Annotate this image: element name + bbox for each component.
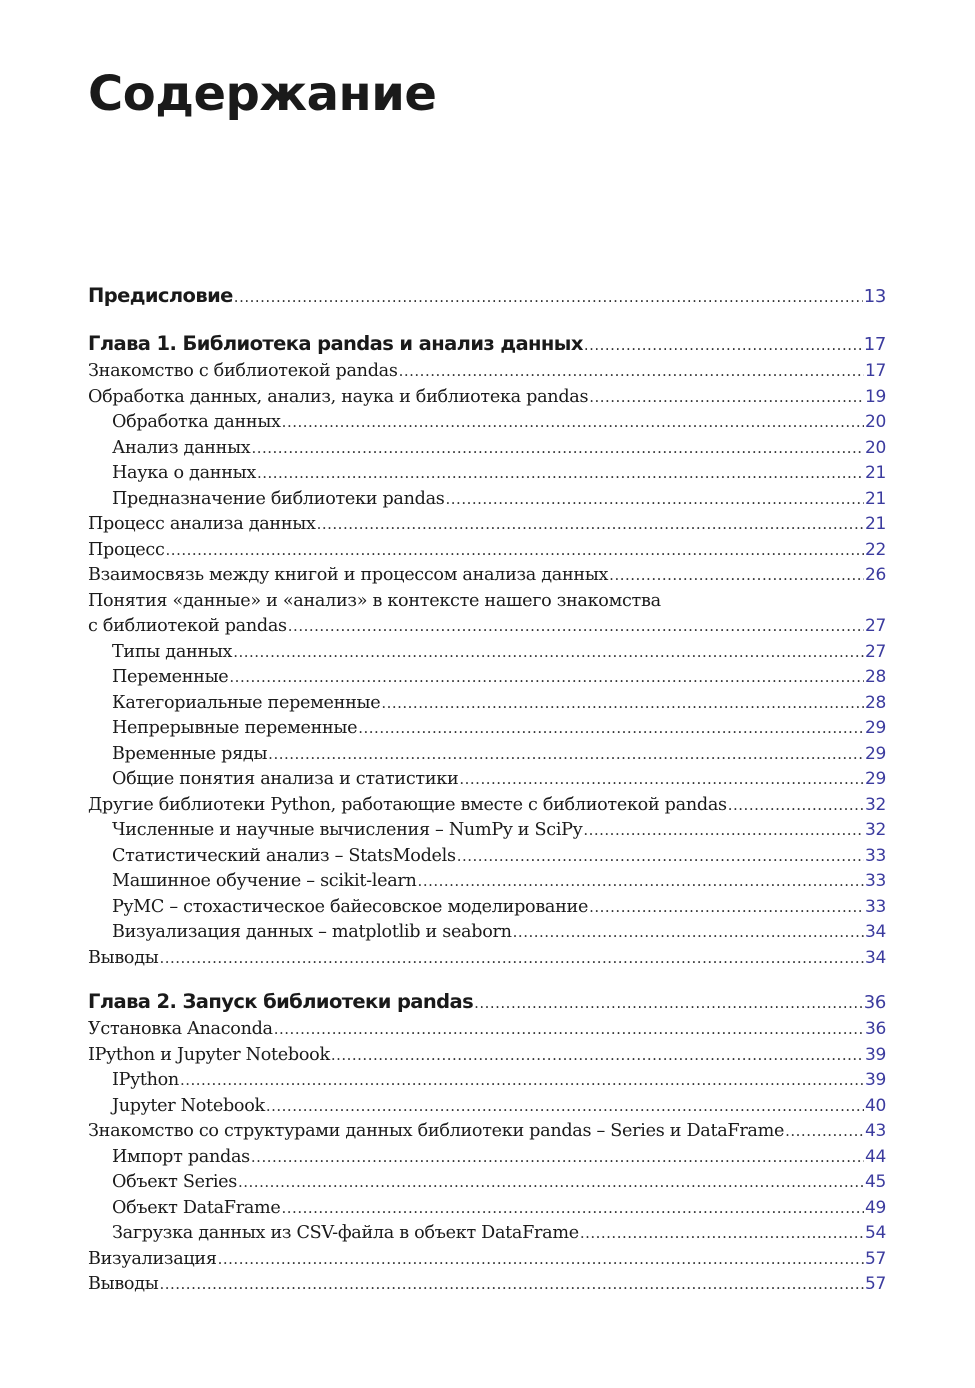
toc-chapter-entry[interactable] [88, 988, 886, 1017]
toc-dot-leader [268, 742, 864, 768]
toc-entry[interactable] [88, 1043, 886, 1069]
toc-dot-leader [288, 614, 864, 640]
toc-chapter-entry[interactable] [88, 330, 886, 359]
toc-page-number: 33 [864, 871, 886, 891]
toc-entry[interactable] [88, 1068, 886, 1094]
toc-dot-leader [331, 1043, 864, 1069]
toc-dot-leader [251, 436, 864, 462]
toc-dot-leader [358, 716, 864, 742]
toc-dot-leader [474, 989, 863, 1017]
toc-entry-title: Глава 2. Запуск библиотеки pandas [88, 990, 474, 1013]
toc-dot-leader [513, 920, 864, 946]
toc-entry[interactable] [88, 767, 886, 793]
toc-entry-title: Наука о данных [112, 463, 256, 483]
toc-entry[interactable] [88, 691, 886, 717]
toc-chapter-entry[interactable] [88, 282, 886, 311]
toc-page-number: 44 [864, 1146, 886, 1167]
toc-entry-title: IPython [112, 1070, 179, 1090]
toc-dot-leader [584, 331, 863, 359]
toc-dot-leader [381, 691, 864, 717]
toc-dot-leader [459, 767, 864, 793]
toc-entry[interactable] [88, 1017, 886, 1043]
toc-page-number: 20 [864, 412, 886, 432]
toc-entry[interactable] [88, 461, 886, 487]
toc-page-number: 32 [864, 794, 886, 815]
toc-page-number: 36 [864, 1019, 886, 1039]
toc-dot-leader [274, 1017, 864, 1043]
toc-entry[interactable] [88, 563, 886, 589]
toc-entry[interactable] [88, 1094, 886, 1120]
toc-page-number: 28 [864, 667, 886, 687]
page-title: Содержание [88, 66, 437, 122]
toc-dot-leader [589, 385, 864, 411]
toc-dot-leader [159, 946, 863, 972]
toc-page-number: 32 [864, 820, 886, 840]
toc-dot-leader [166, 538, 864, 564]
toc-entry-title: Типы данных [112, 641, 233, 662]
toc-page-number: 57 [864, 1274, 886, 1294]
toc-page-number: 39 [864, 1044, 886, 1065]
toc-entry-title: Непрерывные переменные [112, 718, 358, 738]
toc-entry-title: Анализ данных [112, 437, 251, 458]
toc-dot-leader [317, 512, 864, 538]
toc-entry[interactable] [88, 1272, 886, 1298]
toc-page-number: 54 [864, 1223, 886, 1243]
toc-page-number: 22 [864, 539, 886, 560]
toc-page-number: 33 [864, 845, 886, 866]
toc-entry-title: Выводы [88, 947, 159, 968]
toc-entry[interactable] [88, 1145, 886, 1171]
toc-page-number: 36 [863, 992, 886, 1013]
toc-page-number: 40 [864, 1095, 886, 1116]
toc-page-number: 49 [864, 1197, 886, 1218]
toc-entry-title: Визуализация [88, 1248, 217, 1269]
toc-page-number: 26 [864, 565, 886, 585]
toc-dot-leader [728, 793, 864, 819]
toc-entry[interactable] [88, 436, 886, 462]
toc-entry[interactable] [88, 385, 886, 411]
toc-entry[interactable] [88, 895, 886, 921]
toc-entry[interactable] [88, 665, 886, 691]
toc-entry-title: Переменные [112, 667, 229, 687]
toc-dot-leader [785, 1119, 864, 1145]
toc-dot-leader [159, 1272, 863, 1298]
toc-entry-title: Объект DataFrame [112, 1197, 281, 1218]
toc-dot-leader [580, 1221, 864, 1247]
toc-entry-title: IPython и Jupyter Notebook [88, 1044, 330, 1065]
toc-entry-title: Выводы [88, 1274, 159, 1294]
toc-page-number: 21 [864, 488, 886, 509]
toc-entry-title: Процесс анализа данных [88, 514, 316, 534]
toc-entry-title: Статистический анализ – StatsModels [112, 845, 456, 866]
toc-page-number: 43 [864, 1121, 886, 1141]
toc-page-number: 17 [863, 334, 886, 355]
toc-entry[interactable] [88, 538, 886, 564]
toc-entry-title: Загрузка данных из CSV-файла в объект DataFrame [112, 1223, 579, 1243]
toc-page-number: 20 [864, 437, 886, 458]
toc-entry[interactable] [88, 920, 886, 946]
toc-entry-title: Общие понятия анализа и статистики [112, 769, 459, 789]
toc-page-number: 28 [864, 692, 886, 713]
toc-page-number: 21 [864, 463, 886, 483]
toc-entry[interactable] [88, 359, 886, 385]
toc-entry-title: Глава 1. Библиотека pandas и анализ данных [88, 332, 583, 355]
toc-entry-title: Предисловие [88, 284, 233, 307]
toc-page-number: 45 [864, 1172, 886, 1192]
toc-entry-title: Численные и научные вычисления – NumPy и SciPy [112, 820, 583, 840]
table-of-contents [88, 282, 886, 1298]
toc-page-number: 27 [864, 616, 886, 636]
toc-entry[interactable] [88, 640, 886, 666]
toc-entry-title: Знакомство с библиотекой pandas [88, 361, 398, 381]
toc-dot-leader [282, 410, 864, 436]
toc-entry[interactable] [88, 818, 886, 844]
toc-entry-title: Обработка данных, анализ, наука и библиотека pandas [88, 386, 589, 407]
toc-dot-leader [399, 359, 864, 385]
toc-entry[interactable] [88, 1247, 886, 1273]
toc-dot-leader [234, 283, 863, 311]
toc-entry[interactable] [88, 793, 886, 819]
toc-dot-leader [238, 1170, 864, 1196]
toc-entry[interactable] [88, 1170, 886, 1196]
toc-page-number: 34 [864, 922, 886, 942]
toc-page-number: 13 [863, 286, 886, 307]
toc-entry-title: Импорт pandas [112, 1146, 250, 1167]
toc-entry-title: Jupyter Notebook [112, 1095, 265, 1116]
toc-dot-leader [218, 1247, 864, 1273]
toc-dot-leader [418, 869, 864, 895]
toc-entry-title: с библиотекой pandas [88, 616, 287, 636]
toc-dot-leader [457, 844, 864, 870]
toc-entry-title: Предназначение библиотеки pandas [112, 488, 445, 509]
toc-entry-title: PyMC – стохастическое байесовское моделирование [112, 896, 589, 917]
toc-entry[interactable] [88, 844, 886, 870]
toc-dot-leader [233, 640, 864, 666]
toc-entry[interactable] [88, 742, 886, 768]
toc-entry-title: Процесс [88, 539, 165, 560]
toc-dot-leader [282, 1196, 864, 1222]
toc-dot-leader [257, 461, 864, 487]
toc-page-number: 39 [864, 1070, 886, 1090]
toc-page-number: 27 [864, 641, 886, 662]
toc-entry[interactable] [88, 716, 886, 742]
toc-dot-leader [609, 563, 864, 589]
toc-page-number: 29 [864, 769, 886, 789]
toc-entry-title: Объект Series [112, 1172, 237, 1192]
toc-entry-title: Временные ряды [112, 743, 268, 764]
toc-dot-leader [229, 665, 864, 691]
toc-entry[interactable] [88, 1196, 886, 1222]
toc-page-number: 29 [864, 718, 886, 738]
toc-dot-leader [446, 487, 864, 513]
toc-entry[interactable] [88, 946, 886, 972]
toc-entry[interactable] [88, 1119, 886, 1145]
toc-entry[interactable] [88, 1221, 886, 1247]
toc-dot-leader [180, 1068, 864, 1094]
toc-page-number: 19 [864, 386, 886, 407]
toc-entry[interactable] [88, 487, 886, 513]
toc-dot-leader [251, 1145, 864, 1171]
toc-dot-leader [589, 895, 864, 921]
toc-dot-leader [583, 818, 864, 844]
toc-dot-leader [266, 1094, 864, 1120]
toc-entry-title: Визуализация данных – matplotlib и seaborn [112, 922, 512, 942]
toc-entry-title: Установка Anaconda [88, 1019, 273, 1039]
toc-entry-title: Машинное обучение – scikit-learn [112, 871, 417, 891]
toc-page-number: 29 [864, 743, 886, 764]
toc-entry-title: Другие библиотеки Python, работающие вместе с библиотекой pandas [88, 794, 727, 815]
toc-page-number: 34 [864, 947, 886, 968]
toc-page-number: 17 [864, 361, 886, 381]
toc-entry[interactable] [88, 614, 886, 640]
toc-entry[interactable] [88, 869, 886, 895]
toc-entry[interactable] [88, 512, 886, 538]
toc-page-number: 33 [864, 896, 886, 917]
toc-entry-title: Категориальные переменные [112, 692, 381, 713]
toc-page-number: 57 [864, 1248, 886, 1269]
toc-entry-title: Обработка данных [112, 412, 281, 432]
toc-entry[interactable] [88, 410, 886, 436]
toc-entry-continued-title: Понятия «данные» и «анализ» в контексте нашего знакомства [88, 590, 661, 611]
toc-entry-title: Взаимосвязь между книгой и процессом анализа данных [88, 565, 609, 585]
toc-entry-title: Знакомство со структурами данных библиотеки pandas – Series и DataFrame [88, 1121, 785, 1141]
toc-page-number: 21 [864, 514, 886, 534]
